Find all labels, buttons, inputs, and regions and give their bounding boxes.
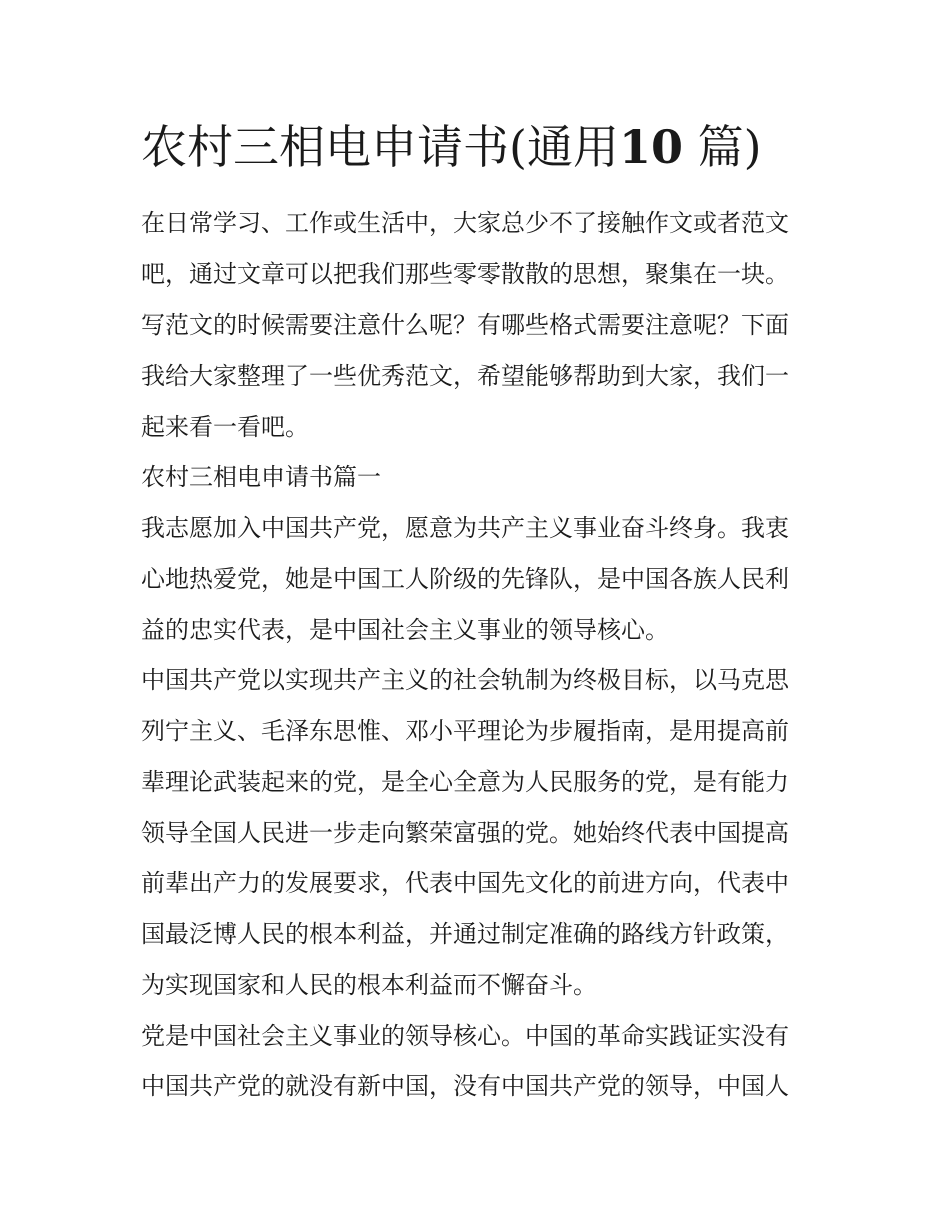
paragraph-line: 中国共产党以实现共产主义的社会轨制为终极目标，以马克思	[141, 666, 789, 694]
document-title	[141, 112, 841, 182]
paragraph-line: 益的忠实代表，是中国社会主义事业的领导核心。	[141, 616, 669, 644]
paragraph-line: 吧，通过文章可以把我们那些零零散散的思想，聚集在一块。	[141, 260, 789, 288]
section-heading: 农村三相电申请书篇一	[141, 463, 381, 491]
paragraph-line: 写范文的时候需要注意什么呢？有哪些格式需要注意呢？下面	[141, 311, 789, 339]
paragraph-line: 我给大家整理了一些优秀范文，希望能够帮助到大家，我们一	[141, 362, 789, 390]
paragraph-line: 为实现国家和人民的根本利益而不懈奋斗。	[141, 971, 597, 999]
paragraph-line: 领导全国人民进一步走向繁荣富强的党。她始终代表中国提高	[141, 819, 789, 847]
title-number: 10	[618, 120, 683, 174]
paragraph-line: 我志愿加入中国共产党，愿意为共产主义事业奋斗终身。我衷	[141, 514, 789, 542]
paragraph-line: 列宁主义、毛泽东思惟、邓小平理论为步履指南，是用提高前	[141, 717, 789, 745]
paragraph-line: 起来看一看吧。	[141, 413, 309, 441]
paragraph-line: 党是中国社会主义事业的领导核心。中国的革命实践证实没有	[141, 1022, 789, 1050]
title-suffix: 篇)	[697, 120, 762, 174]
title-text: 农村三相电申请书(通用	[141, 120, 619, 174]
paragraph-line: 辈理论武装起来的党，是全心全意为人民服务的党，是有能力	[141, 768, 789, 796]
paragraph-line: 前辈出产力的发展要求，代表中国先文化的前进方向，代表中	[141, 869, 789, 897]
paragraph-line: 中国共产党的就没有新中国，没有中国共产党的领导，中国人	[141, 1072, 789, 1100]
paragraph-line: 国最泛博人民的根本利益，并通过制定准确的路线方针政策，	[141, 920, 789, 948]
paragraph-line: 心地热爱党，她是中国工人阶级的先锋队，是中国各族人民利	[141, 565, 789, 593]
paragraph-line: 在日常学习、工作或生活中，大家总少不了接触作文或者范文	[141, 209, 789, 237]
